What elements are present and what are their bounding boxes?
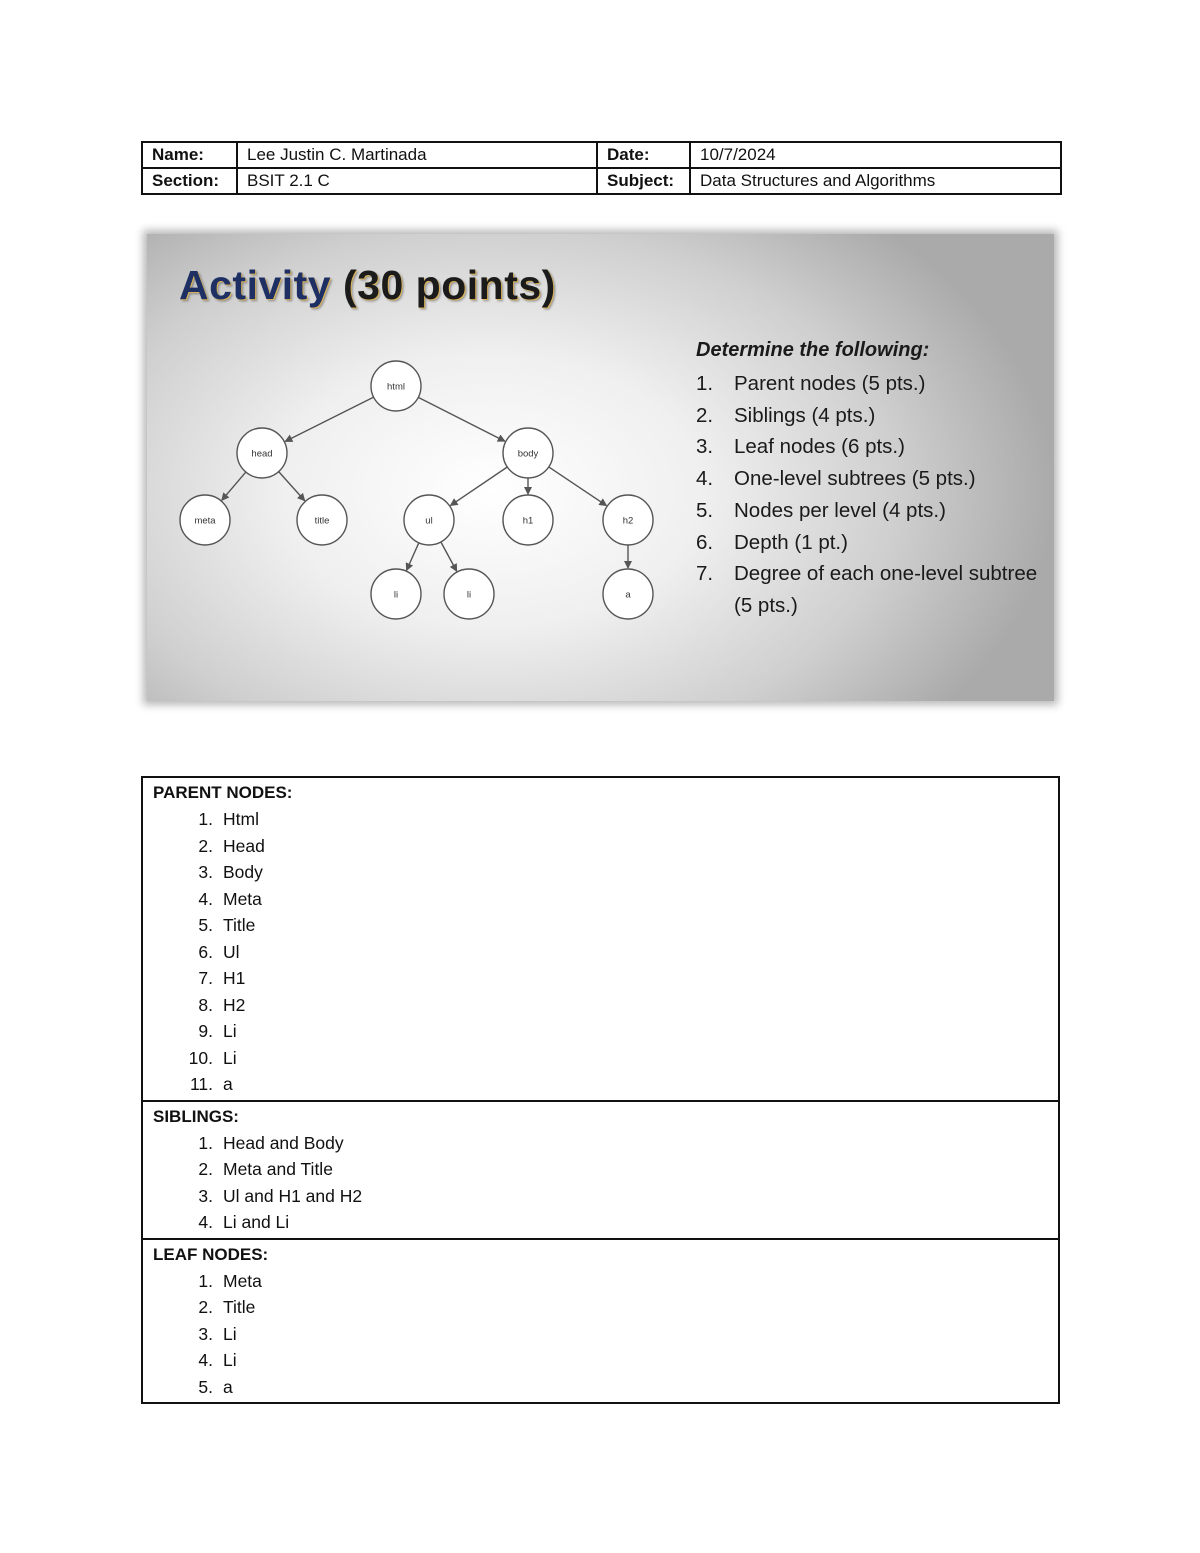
info-row-name — [142, 142, 1061, 168]
question-item — [696, 368, 1046, 400]
tree-node — [404, 495, 454, 545]
tree-node-label: html — [387, 381, 405, 393]
leaf-node-item-text: Title — [223, 1297, 256, 1317]
parent-node-item — [153, 965, 1048, 992]
leaf-node-item — [153, 1294, 1048, 1321]
question-item — [696, 463, 1046, 495]
question-item-text: Parent nodes (5 pts.) — [734, 372, 926, 395]
parent-node-item-number: 10. — [188, 1047, 213, 1068]
siblings-item-text: Head and Body — [223, 1132, 344, 1153]
tree-node-label: body — [517, 448, 539, 460]
answers-table — [141, 776, 1060, 1404]
parent-node-item-text: Head — [223, 835, 265, 856]
leaf-node-item-number: 2. — [198, 1297, 213, 1317]
tree-node — [180, 495, 230, 545]
parent-node-item — [153, 1045, 1048, 1072]
tree-edge — [407, 543, 419, 570]
tree-edge — [418, 397, 505, 441]
activity-slide — [147, 234, 1054, 701]
parent-node-item — [153, 939, 1048, 966]
date-value: 10/7/2024 — [690, 142, 1061, 168]
siblings-item-text: Li and Li — [223, 1212, 290, 1232]
parent-node-item-text: Li — [223, 1047, 237, 1068]
siblings-item-number: 3. — [198, 1185, 213, 1206]
siblings-item-number: 2. — [198, 1159, 213, 1179]
question-item — [696, 558, 1046, 621]
question-item-number: 7. — [696, 562, 714, 586]
parent-node-item-number: 5. — [198, 915, 213, 935]
parent-node-item-number: 3. — [198, 862, 213, 882]
question-item-text: Leaf nodes (6 pts.) — [734, 435, 905, 459]
leaf-nodes-cell — [142, 1239, 1059, 1404]
question-item-number: 1. — [696, 372, 714, 395]
siblings-item-number: 4. — [198, 1212, 213, 1232]
leaf-node-item-text: Meta — [223, 1270, 262, 1291]
parent-node-item — [153, 859, 1048, 886]
question-item-number: 5. — [696, 498, 714, 522]
tree-node — [371, 569, 421, 619]
parent-node-item-text: H2 — [223, 994, 246, 1015]
parent-node-item-text: Body — [223, 862, 263, 882]
parent-nodes-list — [153, 806, 1048, 1098]
name-value: Lee Justin C. Martinada — [237, 142, 597, 168]
leaf-nodes-list — [153, 1268, 1048, 1401]
slide-title-points: (30 points) — [343, 262, 556, 308]
slide-title-main: Activity — [179, 262, 332, 308]
parent-nodes-cell — [142, 777, 1059, 1101]
questions-panel — [696, 339, 1046, 622]
question-item-number: 4. — [696, 467, 714, 491]
name-label: Name: — [142, 142, 237, 168]
parent-node-item-text: H1 — [223, 968, 246, 988]
leaf-node-item-text: Li — [223, 1323, 237, 1344]
leaf-node-item-number: 1. — [198, 1270, 213, 1291]
parent-node-item — [153, 1018, 1048, 1045]
leaf-node-item — [153, 1268, 1048, 1295]
leaf-node-item-number: 4. — [198, 1350, 213, 1370]
questions-heading: Determine the following: — [696, 339, 930, 361]
parent-node-item — [153, 1071, 1048, 1098]
answers-row-leaf — [142, 1239, 1059, 1404]
tree-node-label: ul — [425, 515, 433, 527]
question-item-text: Depth (1 pt.) — [734, 530, 848, 554]
parent-node-item-text: Html — [223, 809, 259, 829]
date-label: Date: — [597, 142, 690, 168]
parent-node-item — [153, 912, 1048, 939]
tree-node-label: title — [314, 515, 330, 527]
siblings-item — [153, 1183, 1048, 1210]
tree-node-label: meta — [194, 515, 216, 527]
leaf-node-item — [153, 1347, 1048, 1374]
parent-node-item — [153, 886, 1048, 913]
tree-node — [444, 569, 494, 619]
tree-edge — [549, 467, 607, 506]
leaf-node-item-text: Li — [223, 1350, 237, 1370]
parent-node-item-text: Meta — [223, 888, 262, 909]
question-item — [696, 431, 1046, 463]
question-item-text: Nodes per level (4 pts.) — [734, 498, 946, 522]
siblings-item — [153, 1156, 1048, 1183]
tree-node — [237, 428, 287, 478]
question-item-number: 6. — [696, 530, 714, 554]
parent-node-item-text: Ul — [223, 941, 240, 962]
answers-row-siblings — [142, 1101, 1059, 1239]
question-item-text: Degree of each one-level subtree (5 pts.) — [734, 562, 1038, 617]
section-label: Section: — [142, 168, 237, 194]
parent-node-item-number: 11. — [189, 1074, 213, 1094]
parent-node-item-number: 1. — [198, 809, 213, 829]
leaf-node-item-number: 3. — [198, 1323, 213, 1344]
parent-node-item-number: 6. — [198, 941, 213, 962]
tree-node — [503, 428, 553, 478]
tree-node — [297, 495, 347, 545]
parent-node-item — [153, 806, 1048, 833]
tree-edge — [279, 472, 305, 501]
question-item-number: 2. — [696, 403, 714, 427]
info-row-section — [142, 168, 1061, 194]
question-item-text: Siblings (4 pts.) — [734, 403, 876, 427]
leaf-node-item — [153, 1374, 1048, 1401]
siblings-item-number: 1. — [198, 1132, 213, 1153]
parent-node-item — [153, 992, 1048, 1019]
tree-node — [603, 495, 653, 545]
question-item-number: 3. — [696, 435, 714, 459]
tree-node-label: li — [466, 589, 472, 601]
siblings-item — [153, 1209, 1048, 1236]
leaf-node-item-number: 5. — [198, 1376, 213, 1397]
tree-node-label: h1 — [522, 515, 534, 527]
tree-edge — [222, 472, 246, 500]
leaf-nodes-title: LEAF NODES: — [153, 1244, 269, 1264]
tree-node-label: head — [251, 448, 273, 460]
question-item-text: One-level subtrees (5 pts.) — [734, 467, 976, 491]
info-table — [141, 141, 1062, 195]
tree-node — [503, 495, 553, 545]
parent-node-item — [153, 833, 1048, 860]
section-value: BSIT 2.1 C — [237, 168, 597, 194]
tree-edge — [285, 397, 373, 441]
tree-node — [603, 569, 653, 619]
subject-value: Data Structures and Algorithms — [690, 168, 1061, 194]
question-item — [696, 495, 1046, 527]
tree-node-label: h2 — [622, 515, 634, 527]
parent-node-item-text: Title — [223, 915, 256, 935]
tree-node-label: a — [625, 589, 631, 601]
parent-node-item-number: 4. — [198, 888, 213, 909]
leaf-node-item — [153, 1321, 1048, 1348]
subject-label: Subject: — [597, 168, 690, 194]
parent-node-item-number: 8. — [198, 994, 213, 1015]
parent-node-item-number: 7. — [198, 968, 213, 988]
siblings-list — [153, 1130, 1048, 1236]
parent-node-item-text: a — [223, 1074, 233, 1094]
tree-edge — [441, 542, 457, 571]
parent-node-item-number: 9. — [198, 1021, 213, 1041]
question-item — [696, 400, 1046, 432]
tree-edge — [451, 467, 508, 505]
tree-node-label: li — [393, 589, 399, 601]
tree-node — [371, 361, 421, 411]
siblings-item-text: Ul and H1 and H2 — [223, 1185, 363, 1206]
siblings-item-text: Meta and Title — [223, 1159, 333, 1179]
answers-row-parent — [142, 777, 1059, 1101]
questions-list — [696, 368, 1046, 622]
parent-nodes-title: PARENT NODES: — [153, 783, 293, 802]
leaf-node-item-text: a — [223, 1376, 233, 1397]
siblings-item — [153, 1130, 1048, 1157]
parent-node-item-text: Li — [223, 1021, 237, 1041]
parent-node-item-number: 2. — [198, 835, 213, 856]
question-item — [696, 527, 1046, 559]
siblings-title: SIBLINGS: — [153, 1106, 239, 1126]
siblings-cell — [142, 1101, 1059, 1239]
